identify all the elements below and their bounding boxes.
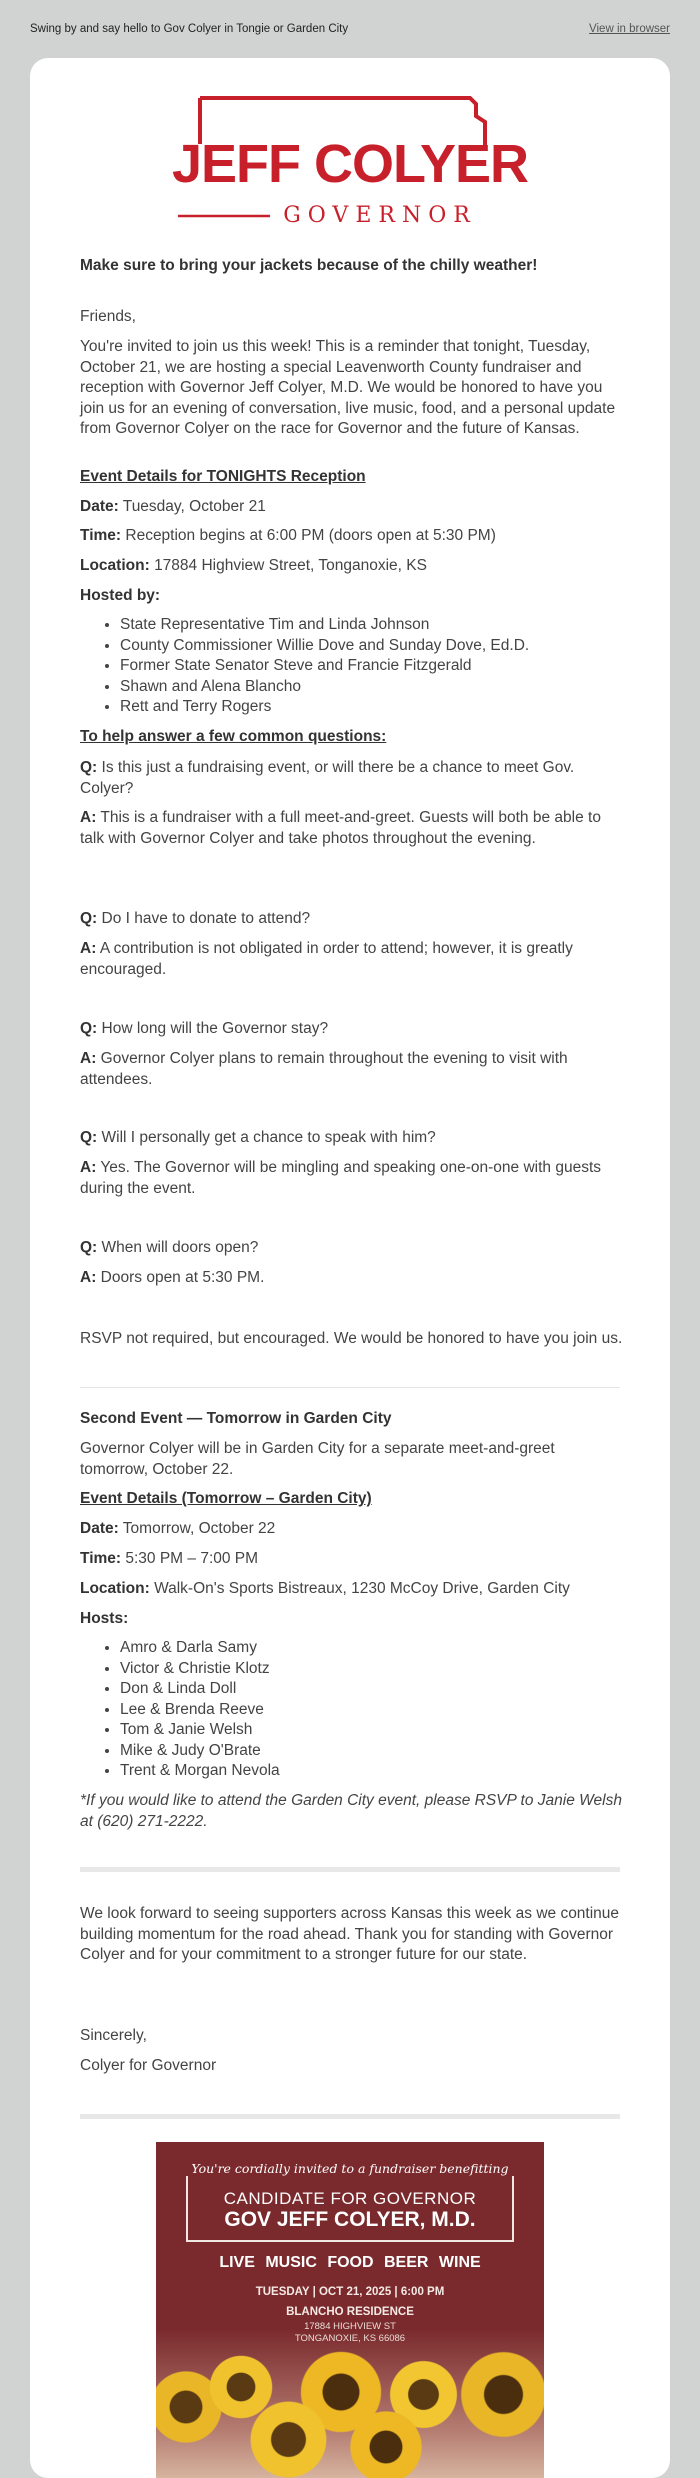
divider [80, 1387, 620, 1388]
event1-hosts-list [80, 615, 625, 718]
list-item: • Shawn and Alena Blancho [120, 677, 625, 698]
rsvp-note: RSVP not required, but encouraged. We would be honored to have you join us. [80, 1330, 623, 1347]
greeting: Friends, [80, 308, 136, 325]
faq-answer: A: A contribution is not obligated in order to attend; however, it is greatly encouraged. [80, 940, 573, 978]
event1-location: Location: 17884 Highview Street, Tonganoxie, KS [80, 557, 427, 574]
sunflower-icon [456, 2347, 544, 2442]
event2-heading: Event Details (Tomorrow – Garden City) [80, 1490, 372, 1507]
event1-date: Date: Tuesday, October 21 [80, 498, 266, 515]
email-card [30, 58, 670, 2478]
intro-paragraph: You're invited to join us this week! This is a reminder that tonight, Tuesday, October 21, we are hosting a special Leavenworth County fundraiser and reception with Governor Jeff Colyer, M.D. We would be honored to have you join us for an evening of conversation, live music, food, and a personal update from Governor Colyer on the race for Governor and the future of Kansas. [80, 338, 616, 437]
faq-question: Q: Do I have to donate to attend? [80, 910, 311, 927]
faq-answer: A: Yes. The Governor will be mingling and speaking one-on-one with guests during the event. [80, 1159, 601, 1197]
faq-question: Q: Is this just a fundraising event, or will there be a chance to meet Gov. Colyer? [80, 759, 575, 797]
event2-hosts-list [80, 1638, 625, 1782]
list-item: • County Commissioner Willie Dove and Sunday Dove, Ed.D. [120, 636, 625, 657]
list-item: • Victor & Christie Klotz [120, 1659, 625, 1680]
event2-rsvp-note: *If you would like to attend the Garden City event, please RSVP to Janie Welsh at (620) 271-2222. [80, 1792, 622, 1830]
list-item: • Tom & Janie Welsh [120, 1720, 625, 1741]
view-in-browser-link[interactable]: View in browser [589, 22, 670, 35]
tagline: Make sure to bring your jackets because of the chilly weather! [80, 257, 538, 274]
sunflower-icon [246, 2397, 331, 2478]
divider [80, 1867, 620, 1872]
faq-answer: A: This is a fundraiser with a full meet-and-greet. Guests will both be able to talk with Governor Colyer and take photos throughout the evening. [80, 809, 601, 847]
faq-answer: A: Governor Colyer plans to remain throughout the evening to visit with attendees. [80, 1050, 568, 1088]
event-flyer-image [156, 2142, 544, 2478]
logo-office: GOVERNOR [283, 203, 477, 228]
faq-answer: A: Doors open at 5:30 PM. [80, 1269, 265, 1286]
divider [80, 2114, 620, 2119]
event2-hosts-label: Hosts: [80, 1610, 129, 1627]
list-item: • Trent & Morgan Nevola [120, 1761, 625, 1782]
event1-time: Time: Reception begins at 6:00 PM (doors open at 5:30 PM) [80, 527, 496, 544]
flyer-name: GOV JEFF COLYER, M.D. [224, 2208, 476, 2231]
list-item: • Don & Linda Doll [120, 1679, 625, 1700]
event2-date: Date: Tomorrow, October 22 [80, 1520, 276, 1537]
faq-question: Q: When will doors open? [80, 1239, 259, 1256]
flyer-candidate: CANDIDATE FOR GOVERNOR [223, 2189, 477, 2208]
list-item: • State Representative Tim and Linda Johnson [120, 615, 625, 636]
list-item: • Rett and Terry Rogers [120, 697, 625, 718]
faq-question: Q: Will I personally get a chance to speak with him? [80, 1129, 436, 1146]
flyer-datetime: TUESDAY | OCT 21, 2025 | 6:00 PM [255, 2286, 445, 2298]
flyer-cordial: You're cordially invited to a fundraiser benefitting [185, 2161, 514, 2176]
list-item: • Amro & Darla Samy [120, 1638, 625, 1659]
faq-heading: To help answer a few common questions: [80, 728, 387, 745]
list-item: • Former State Senator Steve and Francie Fitzgerald [120, 656, 625, 677]
event1-hosted-label: Hosted by: [80, 587, 161, 604]
signature: Colyer for Governor [80, 2057, 217, 2074]
list-item: • Mike & Judy O'Brate [120, 1741, 625, 1762]
jeff-colyer-logo [30, 58, 670, 240]
flyer-residence: BLANCHO RESIDENCE [286, 2306, 414, 2318]
flyer-features: LIVE MUSIC FOOD BEER WINE [219, 2254, 481, 2271]
flyer-city: TONGANOXIE, KS 66086 [294, 2333, 406, 2344]
event2-time: Time: 5:30 PM – 7:00 PM [80, 1550, 259, 1567]
preheader-text: Swing by and say hello to Gov Colyer in Tongie or Garden City [30, 22, 349, 35]
signoff: Sincerely, [80, 2027, 147, 2044]
logo-name: JEFF COLYER [171, 134, 529, 194]
event1-heading: Event Details for TONIGHTS Reception [80, 468, 366, 485]
event2-location: Location: Walk-On's Sports Bistreaux, 1230 McCoy Drive, Garden City [80, 1580, 570, 1597]
event2-intro: Governor Colyer will be in Garden City for a separate meet-and-greet tomorrow, October 22. [80, 1440, 555, 1478]
list-item: • Lee & Brenda Reeve [120, 1700, 625, 1721]
flyer-street: 17884 HIGHVIEW ST [304, 2321, 396, 2332]
closing-paragraph: We look forward to seeing supporters across Kansas this week as we continue building momentum for the road ahead. Thank you for standing with Governor Colyer and for your commitment to a stronger future for our state. [80, 1905, 620, 1963]
faq-question: Q: How long will the Governor stay? [80, 1020, 329, 1037]
event2-title: Second Event — Tomorrow in Garden City [80, 1410, 392, 1427]
preheader-bar [0, 0, 700, 57]
sunflower-icon [346, 2407, 426, 2478]
